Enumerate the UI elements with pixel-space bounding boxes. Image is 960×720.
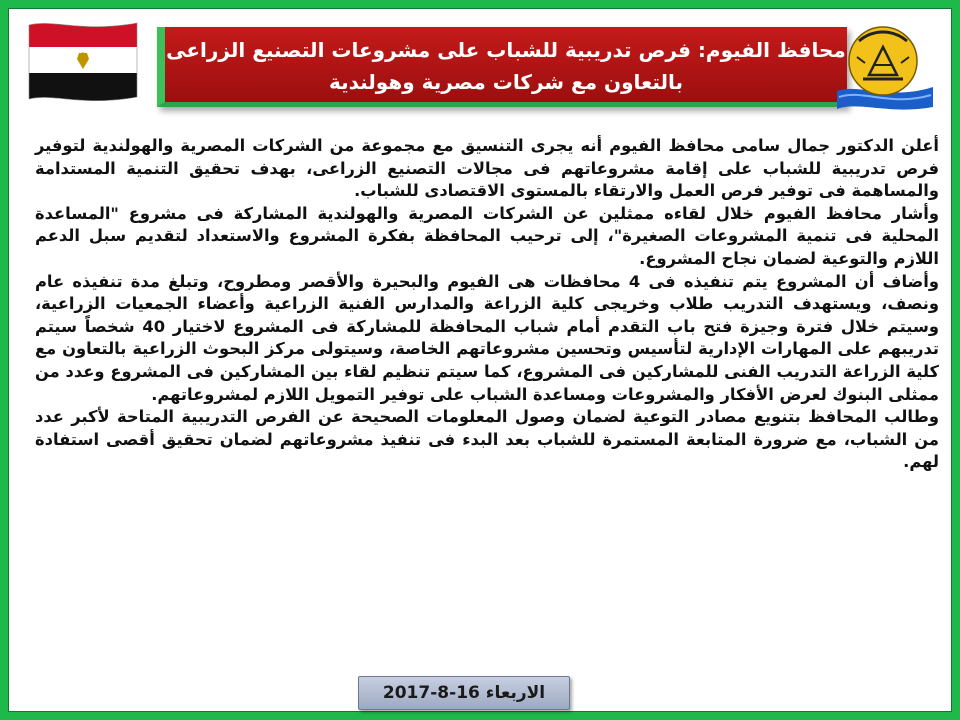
page-frame (8, 8, 952, 712)
article-paragraph-1: أعلن الدكتور جمال سامى محافظ الفيوم أنه يجرى التنسيق مع مجموعة من الشركات المصرية والهولندية لتوفير فرص تدريبية للشباب على إقامة مشروعاتهم فى مجالات التصنيع الزراعى، بهدف تحقيق التنمية المستدامة والمساهمة فى توفير فرص العمل والارتقاء بالمستوى الاقتصادى للشباب. (35, 136, 939, 201)
fayoum-governorate-logo-icon (829, 17, 937, 113)
date-label: الاربعاء 16-8-2017 (382, 683, 546, 703)
article-paragraph-3: وأضاف أن المشروع يتم تنفيذه فى 4 محافظات هى الفيوم والبحيرة والأقصر ومطروح، وتبلغ مدة تنفيذه عام ونصف، ويستهدف التدريب طلاب وخريجى كلية الزراعة والمدارس الفنية الزراعية وأعضاء الجمعيات الزراعية، وسيتم خلال فترة وجيزة فتح باب التقدم أمام شباب المحافظة للمشاركة فى المشروع لاختيار 40 شخصاً سيتم تدريبهم على المهارات الإدارية لتأسيس وتحسين مشروعاتهم الخاصة، وسيتولى مركز البحوث الزراعية بالتعاون مع كلية الزراعة التدريب الفنى للمشاركين فى المشروع، كما سيتم تنظيم لقاء بين المشاركين فى المشروع وعدد من ممثلى البنوك لعرض الأفكار والمشروعات ومساعدة الشباب على توفير التمويل اللازم لمشروعاتهم. (35, 271, 939, 404)
date-badge (358, 676, 570, 710)
article-paragraph-4: وطالب المحافظ بتنويع مصادر التوعية لضمان وصول المعلومات الصحيحة عن الفرص التدريبية المتاحة لأكبر عدد من الشباب، مع ضرورة المتابعة المستمرة للشباب بعد البدء فى تنفيذ مشروعاتهم لضمان تحقيق أقصى استفادة لهم. (35, 407, 939, 472)
headline-line-2: بالتعاون مع شركات مصرية وهولندية (328, 70, 684, 94)
article-body (35, 135, 939, 474)
article-paragraph-2: وأشار محافظ الفيوم خلال لقاءه ممثلين عن الشركات المصرية والهولندية المشاركة فى مشروع "المساعدة المحلية فى تنمية المشروعات الصغيرة"، إلى ترحيب المحافظة بفكرة المشروع والاستعداد لتقديم سبل الدعم اللازم والتوعية لضمان نجاح المشروع. (35, 203, 939, 268)
egypt-flag-icon (23, 19, 143, 103)
headline-banner (157, 27, 847, 107)
headline-line-1: محافظ الفيوم: فرص تدريبية للشباب على مشروعات التصنيع الزراعى (166, 38, 846, 62)
